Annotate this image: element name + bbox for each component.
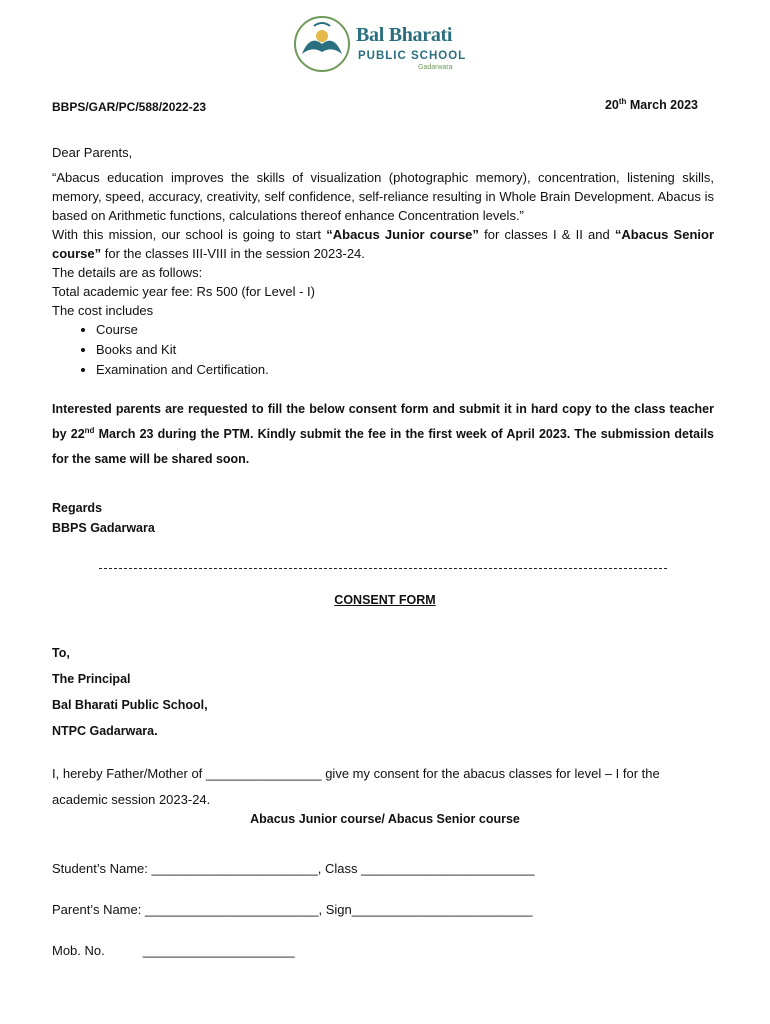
date-month-year: March 2023 <box>626 98 698 113</box>
cost-list <box>52 320 714 380</box>
letter-body <box>52 143 714 380</box>
school-location: Gadarwara <box>418 64 453 71</box>
notice-text-2: March 23 during the PTM. Kindly submit the fee in the first week of April 2023. The submission details for the same will be shared soon. <box>52 427 714 466</box>
cost-intro: The cost includes <box>52 303 154 318</box>
junior-course: “Abacus Junior course” <box>326 227 479 242</box>
list-item: • Books and Kit <box>96 340 714 360</box>
mobile-blank[interactable]: _____________________ <box>142 943 295 958</box>
date-suffix: th <box>618 97 627 106</box>
date-day: 20 <box>604 98 619 113</box>
list-item: • Course <box>96 320 714 340</box>
notice-sup: nd <box>84 425 95 435</box>
address-principal: The Principal <box>52 672 131 686</box>
mission-text-2: for classes I & II and <box>478 227 615 242</box>
mission-text-3: for the classes III-VIII in the session 2023-24. <box>101 246 365 261</box>
school-emblem-icon <box>292 14 352 74</box>
reference-number: BBPS/GAR/PC/588/2022-23 <box>52 100 207 114</box>
signoff-name: BBPS Gadarwara <box>52 521 155 535</box>
mobile-label: Mob. No. <box>52 943 105 958</box>
cut-line-divider <box>99 568 667 569</box>
address-to: To, <box>52 646 70 660</box>
submission-notice <box>52 397 714 472</box>
details-intro: The details are as follows: <box>52 265 203 280</box>
address-school: Bal Bharati Public School, <box>52 698 208 712</box>
signoff-block <box>52 498 155 538</box>
student-name-class-field[interactable]: Student’s Name: _______________________, Class ________________________ <box>52 861 535 876</box>
quote-paragraph: “Abacus education improves the skills of visualization (photographic memory), concentration, listening skills, memory, speed, accuracy, creativity, self confidence, self-reliance resulting in Whole Brain Development. Abacus is based on Arithmetic functions, calculations thereof enhance Concentration levels.” <box>52 170 714 223</box>
list-item: • Examination and Certification. <box>96 360 714 380</box>
senior-course: “Abacus Senior course” <box>52 227 715 261</box>
salutation: Dear Parents, <box>52 145 133 160</box>
consent-form-title: CONSENT FORM <box>334 593 436 607</box>
notice-text-1: Interested parents are requested to fill the below consent form and submit it in hard copy to the class teacher by 22 <box>52 402 714 441</box>
consent-declaration: I, hereby Father/Mother of ________________ give my consent for the abacus classes for level – I for the academic session 2023-24. <box>52 766 660 807</box>
mobile-number-field[interactable] <box>52 943 295 958</box>
fee-line: Total academic year fee: Rs 500 (for Level - I) <box>52 284 316 299</box>
school-name: Bal Bharati <box>356 24 453 46</box>
regards-text: Regards <box>52 501 103 515</box>
address-place: NTPC Gadarwara. <box>52 724 158 738</box>
course-choice: Abacus Junior course/ Abacus Senior course <box>250 812 520 826</box>
school-logo <box>292 14 482 74</box>
mission-text-1: With this mission, our school is going to start <box>52 227 327 242</box>
letter-date <box>605 97 698 112</box>
school-subtitle: PUBLIC SCHOOL <box>358 50 467 62</box>
parent-name-sign-field[interactable]: Parent’s Name: ________________________, Sign_________________________ <box>52 902 533 917</box>
mission-paragraph <box>52 225 714 263</box>
address-block <box>52 640 208 744</box>
